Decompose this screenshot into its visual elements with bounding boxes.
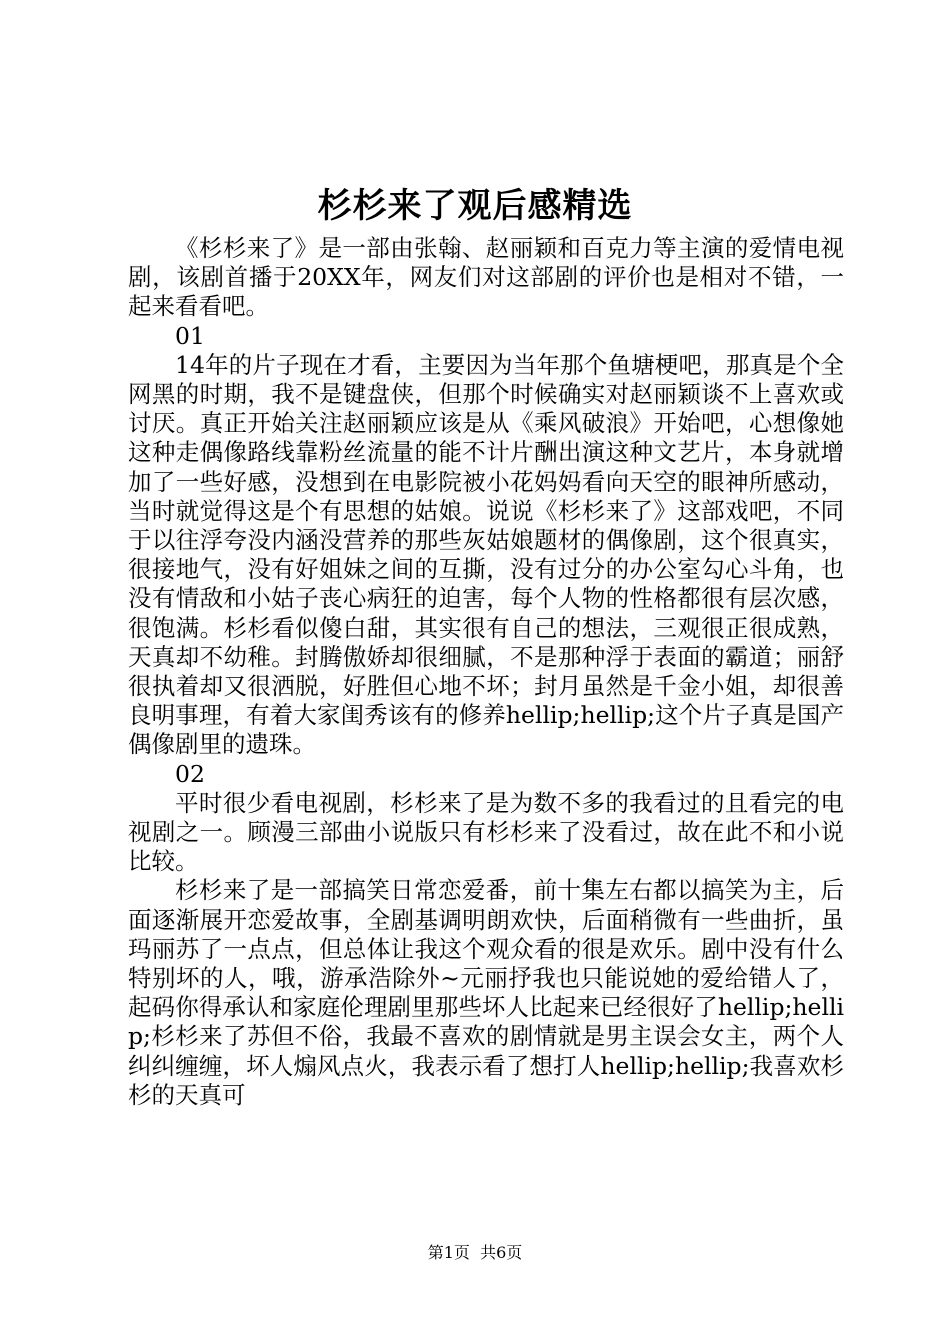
page-footer bbox=[0, 1243, 950, 1263]
page-number: 第1页 bbox=[427, 1243, 470, 1262]
paragraph-review-1: 14年的片子现在才看，主要因为当年那个鱼塘梗吧，那真是个全网黑的时期，我不是键盘侠，但那个时候确实对赵丽颖谈不上喜欢或讨厌。真正开始关注赵丽颖应该是从《乘风破浪》开始吧，心想像她这种走偶像路线靠粉丝流量的能不计片酬出演这种文艺片，本身就增加了一些好感，没想到在电影院被小花妈妈看向天空的眼神所感动，当时就觉得这是个有思想的姑娘。说说《杉杉来了》这部戏吧，不同于以往浮夸没内涵没营养的那些灰姑娘题材的偶像剧，这个很真实，很接地气，没有好姐妹之间的互撕，没有过分的办公室勾心斗角，也没有情敌和小姑子丧心病狂的迫害，每个人物的性格都很有层次感，很饱满。杉杉看似傻白甜，其实很有自己的想法，三观很正很成熟，天真却不幼稚。封腾傲娇却很细腻，不是那种浮于表面的霸道；丽舒很执着却又很洒脱，好胜但心地不坏；封月虽然是千金小姐，却很善良明事理，有着大家闺秀该有的修养hellip;hellip;这个片子真是国产偶像剧里的遗珠。 bbox=[128, 350, 844, 759]
document-body bbox=[128, 234, 844, 1110]
document-title: 杉杉来了观后感精选 bbox=[317, 186, 633, 226]
section-number-02: 02 bbox=[175, 759, 205, 788]
paragraph-review-2a: 平时很少看电视剧，杉杉来了是为数不多的我看过的且看完的电视剧之一。顾漫三部曲小说版只有杉杉来了没看过，故在此不和小说比较。 bbox=[128, 788, 844, 876]
paragraph-intro: 《杉杉来了》是一部由张翰、赵丽颖和百克力等主演的爱情电视剧，该剧首播于20XX年，网友们对这部剧的评价也是相对不错，一起来看看吧。 bbox=[128, 234, 844, 321]
section-number-01: 01 bbox=[175, 321, 205, 350]
page-total: 共6页 bbox=[480, 1243, 523, 1262]
footer-spacer bbox=[470, 1243, 480, 1262]
paragraph-review-2b: 杉杉来了是一部搞笑日常恋爱番，前十集左右都以搞笑为主，后面逐渐展开恋爱故事，全剧基调明朗欢快，后面稍微有一些曲折，虽玛丽苏了一点点，但总体让我这个观众看的很是欢乐。剧中没有什么特别坏的人，哦，游承浩除外~元丽抒我也只能说她的爱给错人了，起码你得承认和家庭伦理剧里那些坏人比起来已经很好了hellip;hellip;杉杉来了苏但不俗，我最不喜欢的剧情就是男主误会女主，两个人纠纠缠缠，坏人煽风点火，我表示看了想打人hellip;hellip;我喜欢杉杉的天真可 bbox=[128, 876, 844, 1109]
